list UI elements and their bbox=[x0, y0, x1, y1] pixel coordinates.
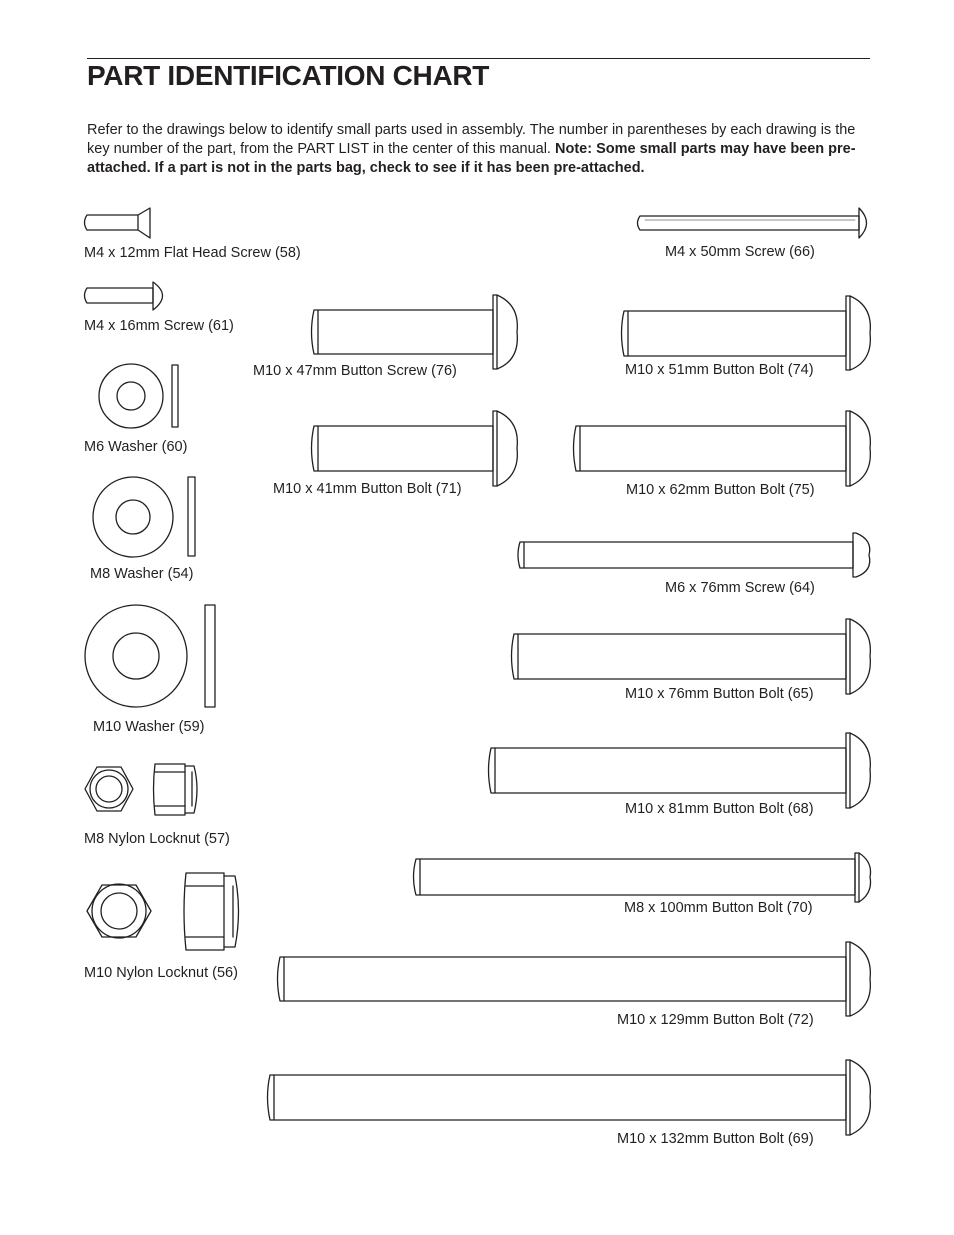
button-bolt-70-drawing bbox=[414, 853, 871, 902]
intro-text: Refer to the drawings below to identify small parts used in assembly. The number in parentheses by each drawing is the key number of the part, from the PART LIST in the center of this manual. bbox=[87, 122, 856, 157]
locknut-57-drawing bbox=[85, 764, 197, 815]
screw-61-drawing bbox=[85, 282, 163, 310]
washer-60-drawing bbox=[99, 364, 178, 428]
label-part-60: M6 Washer (60) bbox=[84, 439, 188, 455]
label-part-61: M4 x 16mm Screw (61) bbox=[84, 318, 234, 334]
flat-head-screw-58-drawing bbox=[85, 208, 151, 238]
washer-59-drawing bbox=[85, 605, 215, 707]
label-part-57: M8 Nylon Locknut (57) bbox=[84, 831, 230, 847]
screw-66-drawing bbox=[638, 208, 867, 238]
button-bolt-71-drawing bbox=[312, 411, 518, 486]
button-bolt-74-drawing bbox=[622, 296, 871, 370]
label-part-76: M10 x 47mm Button Screw (76) bbox=[253, 363, 457, 379]
label-part-71: M10 x 41mm Button Bolt (71) bbox=[273, 481, 462, 497]
label-part-75: M10 x 62mm Button Bolt (75) bbox=[626, 482, 815, 498]
label-part-54: M8 Washer (54) bbox=[90, 566, 194, 582]
button-bolt-75-drawing bbox=[574, 411, 871, 486]
button-bolt-69-drawing bbox=[268, 1060, 871, 1135]
page-title: PART IDENTIFICATION CHART bbox=[87, 60, 490, 91]
label-part-58: M4 x 12mm Flat Head Screw (58) bbox=[84, 245, 301, 261]
button-bolt-72-drawing bbox=[278, 942, 871, 1016]
label-part-72: M10 x 129mm Button Bolt (72) bbox=[617, 1012, 814, 1028]
label-part-56: M10 Nylon Locknut (56) bbox=[84, 965, 238, 981]
button-bolt-65-drawing bbox=[512, 619, 871, 694]
washer-54-drawing bbox=[93, 477, 195, 557]
button-bolt-68-drawing bbox=[489, 733, 871, 808]
screw-64-drawing bbox=[518, 533, 870, 577]
label-part-64: M6 x 76mm Screw (64) bbox=[665, 580, 815, 596]
label-part-59: M10 Washer (59) bbox=[93, 719, 205, 735]
label-part-69: M10 x 132mm Button Bolt (69) bbox=[617, 1131, 814, 1147]
label-part-70: M8 x 100mm Button Bolt (70) bbox=[624, 900, 813, 916]
locknut-56-drawing bbox=[87, 873, 239, 950]
label-part-74: M10 x 51mm Button Bolt (74) bbox=[625, 362, 814, 378]
label-part-65: M10 x 76mm Button Bolt (65) bbox=[625, 686, 814, 702]
intro-note: Note: Some small parts may have been pre-attached. If a part is not in the parts bag, check to see if it has been pre-attached. bbox=[87, 141, 856, 176]
label-part-66: M4 x 50mm Screw (66) bbox=[665, 244, 815, 260]
label-part-68: M10 x 81mm Button Bolt (68) bbox=[625, 801, 814, 817]
button-screw-76-drawing bbox=[312, 295, 518, 369]
